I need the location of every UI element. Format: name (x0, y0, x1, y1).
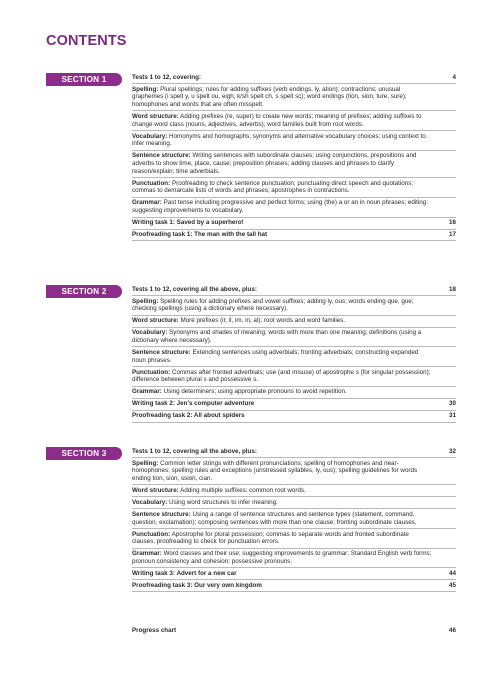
page-number (442, 460, 456, 483)
page-number (442, 349, 456, 364)
page-number (442, 199, 456, 214)
section-2-contents (132, 284, 456, 423)
section-heading-row (132, 284, 456, 296)
topic-text: Using word structures to infer meaning. (167, 498, 278, 506)
topic-title: Vocabulary: (132, 329, 168, 337)
page-number: 16 (449, 219, 456, 227)
topic-title: Punctuation: (132, 179, 171, 187)
topic-description (132, 511, 442, 526)
page-number (442, 369, 456, 384)
topic-title: Word structure: (132, 486, 179, 494)
topic-row (132, 347, 456, 367)
page-number (442, 86, 456, 109)
page-number (442, 180, 456, 195)
topic-title: Spelling: (132, 85, 159, 93)
topic-title: Word structure: (132, 112, 179, 120)
topic-row (132, 529, 456, 549)
task-row (132, 399, 456, 411)
progress-chart-entry[interactable] (132, 627, 456, 634)
topic-text: Using a range of sentence structures and sentence types (statement, command, question, exclamation); composing sentences with more than one clause; fronting subordinate clauses. (132, 510, 417, 526)
topic-text: Plural spellings; rules for adding suffixes (verb endings, ly, ation); contractions; unusual graphemes (i spelt y, u spelt ou, eigh, k/sh spelt ch, s spelt sc); word endings (tion, sion, ture, sure); homophones and words that are often misspelt. (132, 85, 407, 108)
topic-title: Spelling: (132, 297, 159, 305)
topic-text: Apostrophe for plural possession; commas to separate words and fronted subordinate clauses; proofreading to check for punctuation errors. (132, 530, 409, 546)
page-number (442, 329, 456, 344)
page-number (442, 152, 456, 175)
progress-chart-label: Progress chart (132, 627, 177, 634)
topic-title: Punctuation: (132, 368, 171, 376)
topic-description (132, 369, 442, 384)
topic-description (132, 180, 442, 195)
task-title: Proofreading task 1: The man with the tall hat (132, 231, 268, 239)
topic-row (132, 111, 456, 131)
topic-description (132, 460, 442, 483)
section-2-label: SECTION 2 (46, 285, 122, 298)
topic-title: Vocabulary: (132, 132, 168, 140)
topic-text: Writing sentences with subordinate clauses; using conjunctions, prepositions and adverbs to show time, place, cause; preposition phrases; adding clauses and phrases to clarify reason/explain; time adverbials. (132, 152, 417, 175)
page-number: 4 (452, 73, 456, 81)
section-heading-row (132, 72, 456, 84)
topic-title: Spelling: (132, 459, 159, 467)
topic-text: More prefixes (ir, il, im, in, al); root words and word families. (178, 317, 346, 325)
topic-text: Proofreading to check sentence punctuation; punctuating direct speech and quotations; commas to demarcate lists of words and phrases; apostrophes in contractions. (132, 179, 414, 195)
topic-row (132, 131, 456, 151)
page-number (442, 298, 456, 313)
topic-description (132, 317, 442, 325)
topic-title: Punctuation: (132, 530, 171, 538)
page-number (442, 113, 456, 128)
page-number: 17 (449, 231, 456, 239)
topic-row (132, 84, 456, 111)
topic-title: Vocabulary: (132, 498, 168, 506)
section-1-contents (132, 72, 456, 241)
topic-text: Past tense including progressive and perfect forms; using (the) a or an in noun phrases; editing: suggesting improvements to vocabulary. (132, 199, 428, 215)
page-number (442, 487, 456, 495)
progress-chart-page: 46 (449, 627, 456, 634)
task-row (132, 580, 456, 592)
section-heading-text: Tests 1 to 12, covering: (132, 73, 202, 81)
topic-row (132, 497, 456, 509)
topic-description (132, 86, 442, 109)
page-number (442, 531, 456, 546)
topic-title: Grammar: (132, 388, 162, 396)
section-heading-row (132, 446, 456, 458)
page-number (442, 317, 456, 325)
page-number: 31 (449, 412, 456, 420)
section-heading-text: Tests 1 to 12, covering all the above, plus: (132, 285, 257, 293)
page-number (442, 499, 456, 507)
topic-row (132, 367, 456, 387)
topic-title: Sentence structure: (132, 510, 191, 518)
page-number (442, 511, 456, 526)
page-number: 44 (449, 570, 456, 577)
topic-row (132, 509, 456, 529)
topic-row (132, 387, 456, 399)
page-number: 30 (449, 400, 456, 408)
topic-description (132, 133, 442, 148)
task-row (132, 230, 456, 242)
section-3-contents (132, 446, 456, 592)
topic-text: Adding prefixes (re, super) to create new words; meaning of prefixes; adding suffixes to change word class (nouns, adjectives, adverbs); word families built from root words. (132, 112, 422, 128)
topic-text: Adding multiple suffixes; common root words. (178, 486, 306, 494)
topic-text: Word classes and their use; suggesting improvements to grammar; Standard English verb forms; pronoun consistency and cohesion: possessive pronouns. (132, 550, 432, 566)
topic-description (132, 487, 442, 495)
topic-row (132, 458, 456, 485)
page-number (442, 388, 456, 396)
section-heading-text: Tests 1 to 12, covering all the above, plus: (132, 447, 257, 455)
topic-row (132, 198, 456, 218)
topic-description (132, 152, 442, 175)
topic-row (132, 178, 456, 198)
task-row (132, 218, 456, 230)
topic-row (132, 316, 456, 328)
topic-text: Common letter strings with different pronunciations; spelling of homophones and near-homophones; spelling rules and exceptions (unstressed syllables, ly, ous); spelling guidelines for words ending tion, sion, ssion, cian. (132, 459, 418, 482)
topic-row (132, 328, 456, 348)
task-title: Proofreading task 3: Our very own kingdom (132, 581, 262, 589)
topic-description (132, 199, 442, 214)
section-1-label: SECTION 1 (46, 73, 122, 86)
task-row (132, 411, 456, 423)
topic-row (132, 151, 456, 178)
topic-text: Homonyms and homographs; synonyms and alternative vocabulary choices; using context to infer meaning. (132, 132, 426, 148)
topic-text: Extending sentences using adverbials; fronting adverbials; constructing expanded noun phrases. (132, 348, 419, 364)
topic-description (132, 550, 442, 565)
task-title: Writing task 2: Jen's computer adventure (132, 400, 255, 408)
topic-title: Word structure: (132, 317, 179, 325)
page-number (442, 133, 456, 148)
topic-description (132, 113, 442, 128)
topic-description (132, 349, 442, 364)
page-title: CONTENTS (46, 33, 127, 49)
task-title: Proofreading task 2: All about spiders (132, 412, 245, 420)
topic-description (132, 329, 442, 344)
topic-title: Grammar: (132, 199, 162, 207)
page-number: 32 (449, 447, 456, 455)
section-3-label: SECTION 3 (46, 447, 122, 460)
topic-text: Synonyms and shades of meaning; words with more than one meaning; definitions (using a dictionary where necessary). (132, 329, 422, 344)
page-number: 45 (449, 581, 456, 589)
task-row (132, 568, 456, 580)
topic-row (132, 549, 456, 569)
page-number: 18 (449, 285, 456, 293)
topic-description (132, 388, 442, 396)
task-title: Writing task 1: Saved by a superhero! (132, 219, 244, 227)
topic-title: Grammar: (132, 550, 162, 558)
topic-text: Spelling rules for adding prefixes and vowel suffixes; adding ly, ous; words ending que, gue; checking spellings (using a dictionary where necessary). (132, 297, 414, 313)
task-title: Writing task 3: Advert for a new car (132, 570, 237, 577)
topic-text: Commas after fronted adverbials; use (and misuse) of apostrophe s (for singular possession); difference between plural s and possessive s. (132, 368, 431, 384)
topic-text: Using determiners; using appropriate pronouns to avoid repetition. (161, 388, 347, 396)
topic-description (132, 499, 442, 507)
topic-title: Sentence structure: (132, 152, 191, 160)
topic-description (132, 531, 442, 546)
topic-row (132, 485, 456, 497)
topic-title: Sentence structure: (132, 348, 191, 356)
page-number (442, 550, 456, 565)
topic-row (132, 296, 456, 316)
topic-description (132, 298, 442, 313)
